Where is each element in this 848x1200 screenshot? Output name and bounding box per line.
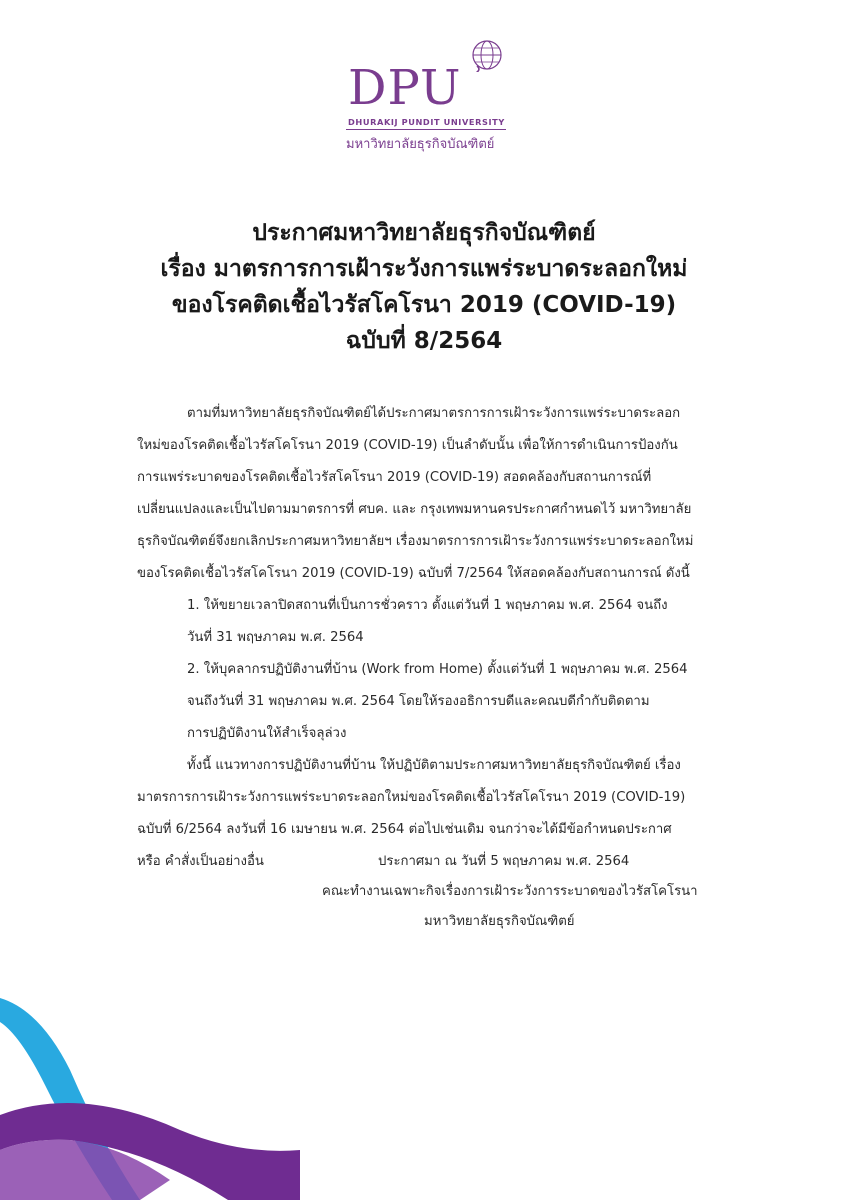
list-item: วันที่ 31 พฤษภาคม พ.ศ. 2564 <box>187 630 364 645</box>
logo-divider <box>346 129 506 130</box>
announcement-date: ประกาศมา ณ วันที่ 5 พฤษภาคม พ.ศ. 2564 <box>378 854 630 869</box>
body-line: ตามที่มหาวิทยาลัยธุรกิจบัณฑิตย์ได้ประกาศมาตรการการเฝ้าระวังการแพร่ระบาดระลอก <box>187 406 681 421</box>
body-line: ของโรคติดเชื้อไวรัสโคโรนา 2019 (COVID-19) ฉบับที่ 7/2564 ให้สอดคล้องกับสถานการณ์ ดังนี้ <box>137 566 690 581</box>
list-item: การปฏิบัติงานให้สำเร็จลุล่วง <box>187 726 347 741</box>
signature-committee: คณะทำงานเฉพาะกิจเรื่องการเฝ้าระวังการระบาดของไวรัสโคโรนา <box>322 884 698 899</box>
title-line: เรื่อง มาตรการการเฝ้าระวังการแพร่ระบาดระลอกใหม่ <box>160 256 688 282</box>
body-line: ทั้งนี้ แนวทางการปฏิบัติงานที่บ้าน ให้ปฏิบัติตามประกาศมหาวิทยาลัยธุรกิจบัณฑิตย์ เรื่อง <box>187 758 681 773</box>
list-item: จนถึงวันที่ 31 พฤษภาคม พ.ศ. 2564 โดยให้รองอธิการบดีและคณบดีกำกับติดตาม <box>187 694 650 709</box>
title-line: ประกาศมหาวิทยาลัยธุรกิจบัณฑิตย์ <box>252 220 596 246</box>
body-line: เปลี่ยนแปลงและเป็นไปตามมาตรการที่ ศบค. และ กรุงเทพมหานครประกาศกำหนดไว้ มหาวิทยาลัย <box>137 502 692 517</box>
signature-university: มหาวิทยาลัยธุรกิจบัณฑิตย์ <box>424 914 575 929</box>
university-logo <box>340 38 510 150</box>
list-item: 2. ให้บุคลากรปฏิบัติงานที่บ้าน (Work from Home) ตั้งแต่วันที่ 1 พฤษภาคม พ.ศ. 2564 <box>187 662 688 677</box>
body-line: ฉบับที่ 6/2564 ลงวันที่ 16 เมษายน พ.ศ. 2564 ต่อไปเช่นเดิม จนกว่าจะได้มีข้อกำหนดประกาศ <box>137 822 672 837</box>
globe-icon <box>470 38 504 72</box>
body-line: มาตรการการเฝ้าระวังการแพร่ระบาดระลอกใหม่ของโรคติดเชื้อไวรัสโคโรนา 2019 (COVID-19) <box>137 790 686 805</box>
list-item: 1. ให้ขยายเวลาปิดสถานที่เป็นการชั่วคราว ตั้งแต่วันที่ 1 พฤษภาคม พ.ศ. 2564 จนถึง <box>187 598 668 613</box>
body-line: ธุรกิจบัณฑิตย์จึงยกเลิกประกาศมหาวิทยาลัยฯ เรื่องมาตรการการเฝ้าระวังการแพร่ระบาดระลอกใหม่ <box>137 534 694 549</box>
logo-abbr: DPU <box>348 60 462 116</box>
title-line: ฉบับที่ 8/2564 <box>345 328 503 354</box>
logo-name-en: DHURAKIJ PUNDIT UNIVERSITY <box>348 117 505 127</box>
decorative-swoosh <box>0 990 300 1200</box>
body-line: หรือ คำสั่งเป็นอย่างอื่น <box>137 854 264 869</box>
title-line: ของโรคติดเชื้อไวรัสโคโรนา 2019 (COVID-19) <box>171 292 677 318</box>
body-line: ใหม่ของโรคติดเชื้อไวรัสโคโรนา 2019 (COVID-19) เป็นลำดับนั้น เพื่อให้การดำเนินการป้องกัน <box>137 438 678 453</box>
logo-name-th: มหาวิทยาลัยธุรกิจบัณฑิตย์ <box>346 137 495 152</box>
body-line: การแพร่ระบาดของโรคติดเชื้อไวรัสโคโรนา 2019 (COVID-19) สอดคล้องกับสถานการณ์ที่ <box>137 470 652 485</box>
announcement-title <box>0 215 848 359</box>
